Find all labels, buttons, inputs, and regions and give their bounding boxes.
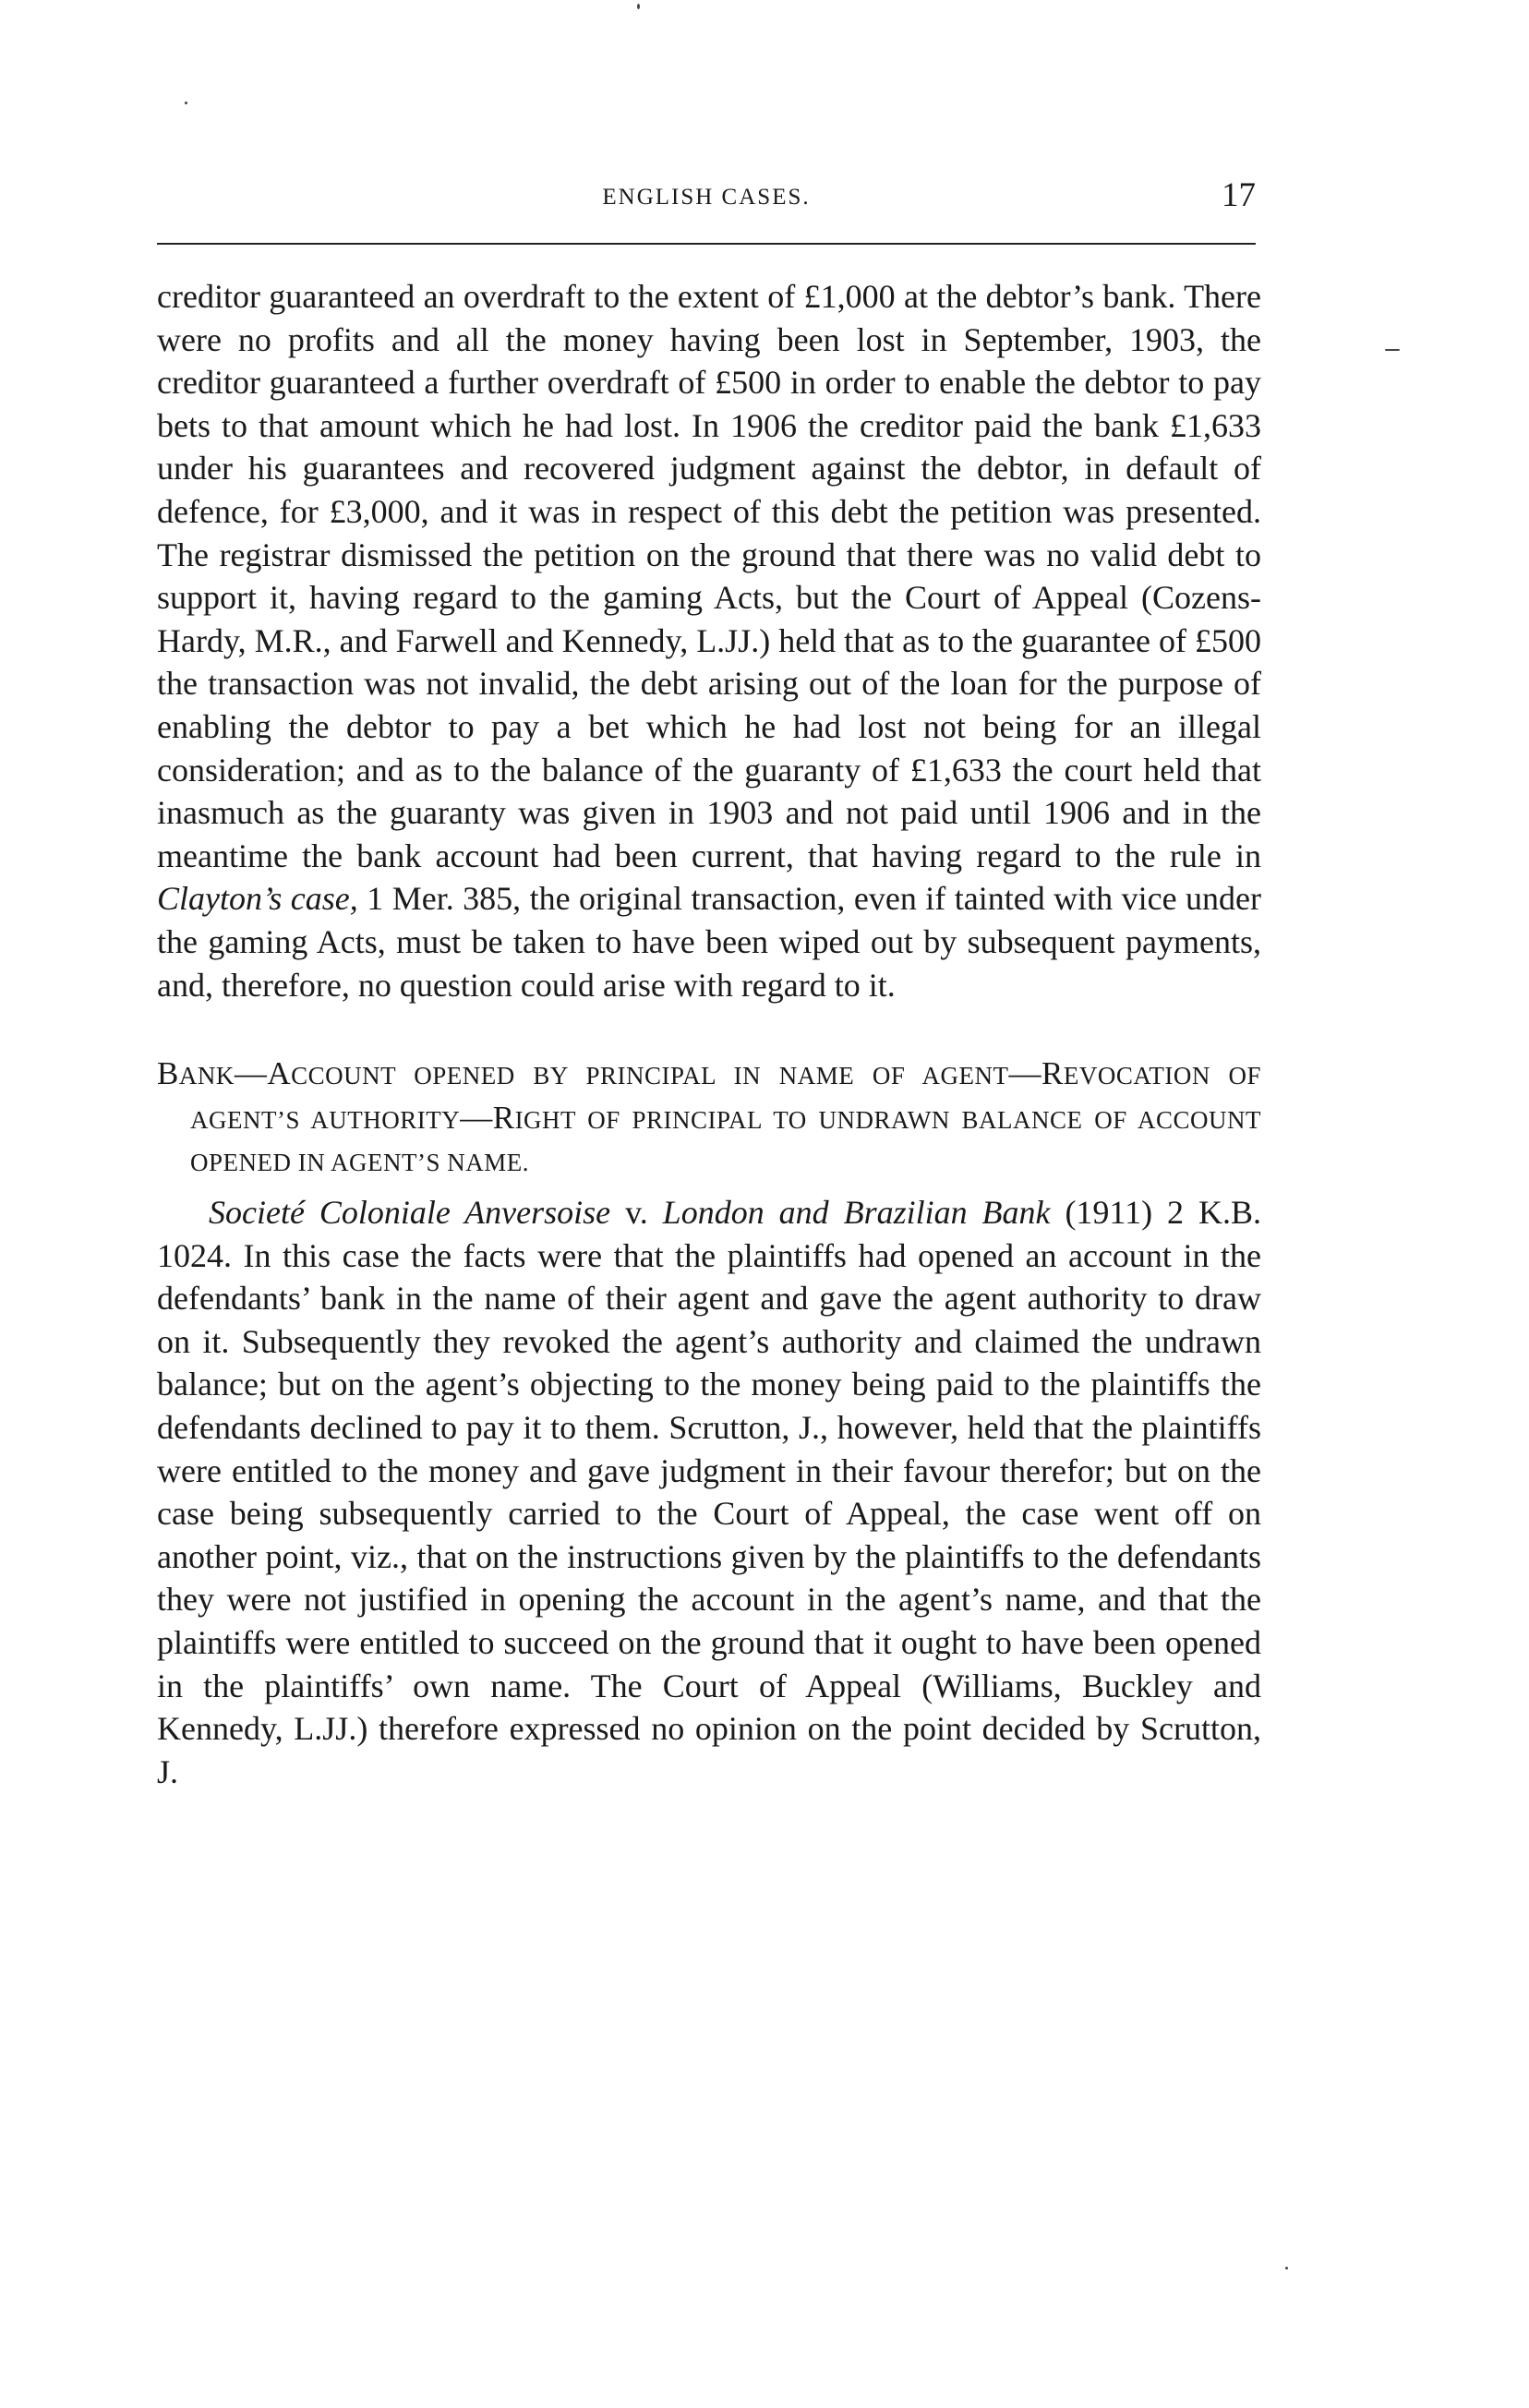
heading-text: CCOUNT OPENED BY PRINCIPAL IN NAME OF AGENT bbox=[291, 1062, 1009, 1090]
print-speck bbox=[1385, 349, 1400, 351]
heading-dash: — bbox=[460, 1100, 493, 1137]
versus: v. bbox=[610, 1194, 663, 1232]
page-number: 17 bbox=[1222, 176, 1256, 214]
print-speck bbox=[1285, 2267, 1288, 2270]
heading-initial: B bbox=[157, 1055, 179, 1092]
heading-initial: R bbox=[492, 1100, 515, 1137]
paragraph-text: 1 Mer. 385, the original transaction, even if tainted with vice under the gaming Acts, must be taken to have been wiped out by subsequent payments, and, therefore, no question could arise with regard to it. bbox=[157, 880, 1261, 1004]
case-citation: Clayton’s case, bbox=[157, 880, 358, 918]
paragraph-text: (1911) 2 K.B. 1024. In this case the facts were that the plaintiffs had opened an account in the defendants’ bank in the name of their agent and gave the agent authority to draw on it. Subsequently they revoked the agent’s authority and claimed the undrawn balance; but on the agent’s objecting to the money being paid to the plaintiffs the defendants declined to pay it to them. Scrutton, J., however, held that the plaintiffs were entitled to the money and gave judgment in their favour therefor; but on the case being subsequently carried to the Court of Appeal, the case went off on another point, viz., that on the instructions given by the plaintiffs to the defendants they were not justified in opening the account in the agent’s name, and that the plaintiffs were entitled to succeed on the ground that it ought to have been opened in the plaintiffs’ own name. The Court of Appeal (Williams, Buckley and Kennedy, L.JJ.) therefore expressed no opinion on the point decided by Scrutton, J. bbox=[157, 1194, 1261, 1790]
section-heading bbox=[157, 1053, 1261, 1184]
heading-initial: R bbox=[1041, 1055, 1064, 1092]
heading-dash: — bbox=[1008, 1055, 1042, 1092]
case-party-2: London and Brazilian Bank bbox=[662, 1194, 1051, 1232]
paragraph-case-summary bbox=[157, 1191, 1261, 1793]
body-text bbox=[157, 275, 1261, 1793]
heading-initial: A bbox=[267, 1055, 292, 1092]
heading-dash: — bbox=[234, 1055, 268, 1092]
running-head bbox=[157, 175, 1256, 231]
heading-text: EVOCATION OF AGENT’S AUTHORITY bbox=[190, 1062, 1261, 1135]
header-rule bbox=[157, 243, 1256, 245]
print-speck bbox=[637, 4, 640, 9]
heading-text: IGHT OF PRINCIPAL TO UNDRAWN BALANCE OF ACCOUNT OPENED IN AGENT’S NAME. bbox=[190, 1106, 1261, 1177]
case-party-1: Societé Coloniale Anversoise bbox=[209, 1194, 611, 1232]
running-title: ENGLISH CASES. bbox=[602, 185, 811, 210]
heading-text: ANK bbox=[178, 1062, 235, 1090]
print-speck bbox=[185, 102, 187, 104]
paragraph-text: creditor guaranteed an overdraft to the extent of £1,000 at the debtor’s bank. There were no profits and all the money having been lost in September, 1903, the creditor guaranteed a further overdraft of £500 in order to enable the debtor to pay bets to that amount which he had lost. In 1906 the creditor paid the bank £1,633 under his guarantees and recovered judgment against the debtor, in default of defence, for £3,000, and it was in respect of this debt the petition was presented. The registrar dismissed the petition on the ground that there was no valid debt to support it, having regard to the gaming Acts, but the Court of Appeal (Cozens-Hardy, M.R., and Farwell and Kennedy, L.JJ.) held that as to the guarantee of £500 the transaction was not invalid, the debt arising out of the loan for the purpose of enabling the debtor to pay a bet which he had lost not being for an illegal consideration; and as to the balance of the guaranty of £1,633 the court held that inasmuch as the guaranty was given in 1903 and not paid until 1906 and in the meantime the bank account had been current, that having regard to the rule in bbox=[157, 278, 1262, 874]
paragraph-continued bbox=[157, 275, 1261, 1006]
